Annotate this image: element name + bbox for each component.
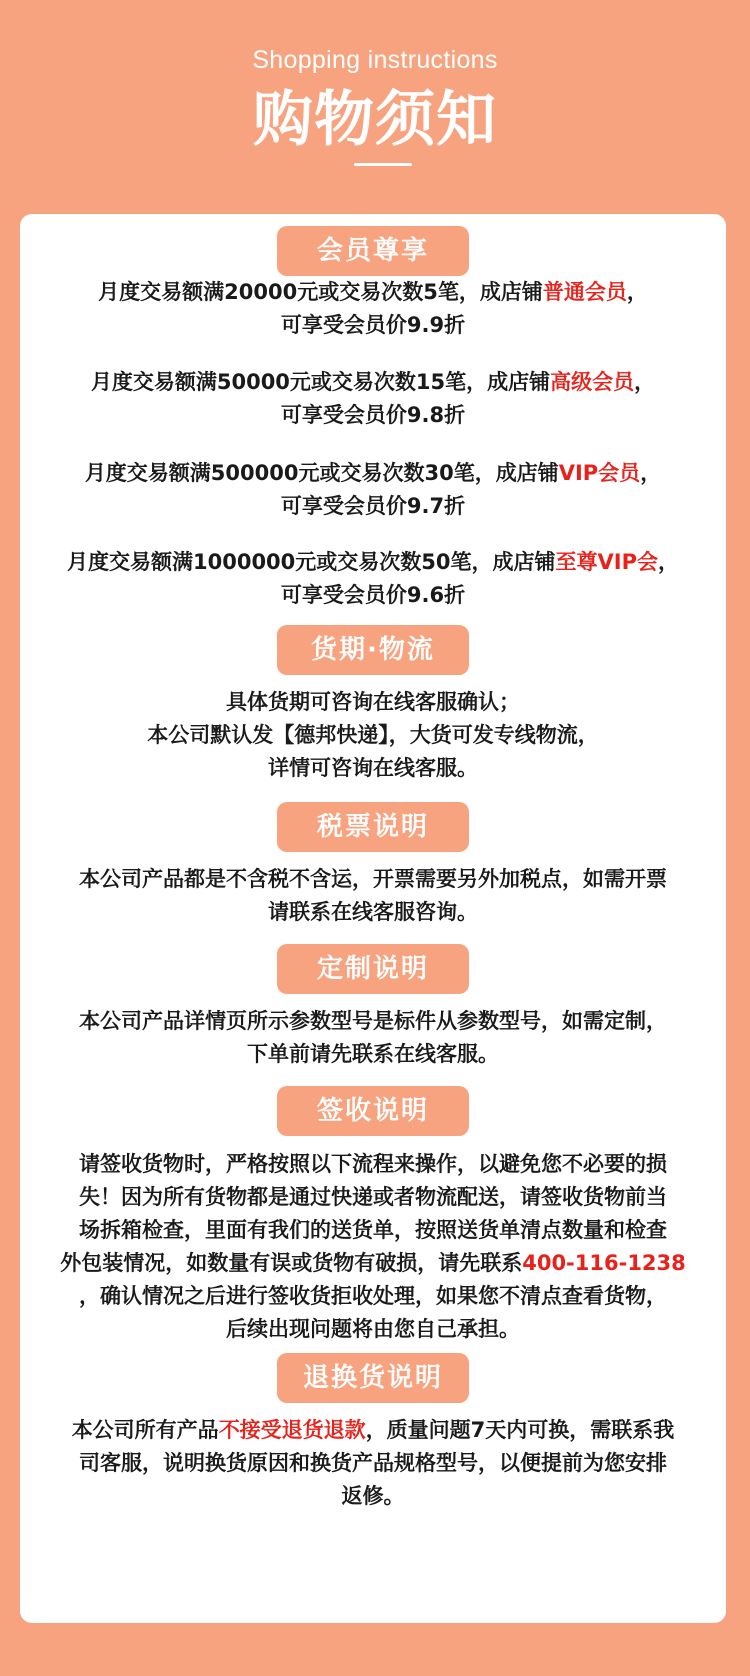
tier-discount: 可享受会员价9.6折 <box>280 583 466 607</box>
invoice-text <box>30 863 716 929</box>
tier-discount: 可享受会员价9.9折 <box>280 313 466 337</box>
text-line: 具体货期可咨询在线客服确认； <box>226 690 520 714</box>
text-line: 本公司产品都是不含税不含运，开票需要另外加税点，如需开票 <box>79 867 667 891</box>
membership-tier-4 <box>30 546 716 612</box>
instructions-card <box>20 214 726 1623</box>
tier-condition: 月度交易额满50000元或交易次数15笔，成店铺 <box>90 370 551 394</box>
tier-condition: 月度交易额满20000元或交易次数5笔，成店铺 <box>98 280 543 304</box>
membership-tier-1 <box>30 276 716 342</box>
membership-tier-2 <box>30 366 716 432</box>
text-line: 请联系在线客服咨询。 <box>268 900 478 924</box>
receipt-heading: 签收说明 <box>277 1086 469 1136</box>
membership-tier-3 <box>30 457 716 523</box>
text-line: 本公司默认发【德邦快递】，大货可发专线物流， <box>147 723 599 747</box>
text-line: 返修。 <box>341 1484 405 1508</box>
membership-heading: 会员尊享 <box>277 226 469 276</box>
text-line: 外包装情况，如数量有误或货物有破损，请先联系 <box>60 1251 523 1275</box>
tier-level: 普通会员 <box>542 280 627 304</box>
text-line: 后续出现问题将由您自己承担。 <box>226 1317 520 1341</box>
returns-text <box>30 1414 716 1513</box>
title-underline <box>354 163 412 166</box>
returns-heading: 退换货说明 <box>277 1353 469 1403</box>
text-line: 场拆箱检查，里面有我们的送货单，按照送货单清点数量和检查 <box>79 1218 667 1242</box>
text-line: 本公司所有产品 <box>71 1418 219 1442</box>
delivery-heading: 货期·物流 <box>277 625 469 675</box>
tier-suffix: ， <box>640 461 662 485</box>
text-line: ，质量问题7天内可换，需联系我 <box>365 1418 675 1442</box>
tier-level: 至尊VIP会 <box>555 550 658 574</box>
phone-number: 400-116-1238 <box>522 1251 686 1275</box>
tier-level: 高级会员 <box>550 370 635 394</box>
no-refund-highlight: 不接受退货退款 <box>218 1418 366 1442</box>
tier-condition: 月度交易额满1000000元或交易次数50笔，成店铺 <box>67 550 556 574</box>
tier-suffix: ， <box>657 550 679 574</box>
receipt-text <box>30 1148 716 1346</box>
custom-text <box>30 1005 716 1071</box>
tier-discount: 可享受会员价9.8折 <box>280 403 466 427</box>
invoice-heading: 税票说明 <box>277 802 469 852</box>
text-line: 失！因为所有货物都是通过快递或者物流配送，请签收货物前当 <box>79 1185 667 1209</box>
text-line: 下单前请先联系在线客服。 <box>247 1042 499 1066</box>
tier-level: VIP会员 <box>558 461 641 485</box>
custom-heading: 定制说明 <box>277 944 469 994</box>
tier-condition: 月度交易额满500000元或交易次数30笔，成店铺 <box>84 461 559 485</box>
tier-suffix: ， <box>626 280 648 304</box>
text-line: ，确认情况之后进行签收货拒收处理，如果您不清点查看货物， <box>79 1284 667 1308</box>
text-line: 司客服，说明换货原因和换货产品规格型号，以便提前为您安排 <box>79 1451 667 1475</box>
tier-discount: 可享受会员价9.7折 <box>280 494 466 518</box>
header <box>0 0 750 210</box>
tier-suffix: ， <box>634 370 656 394</box>
text-line: 请签收货物时，严格按照以下流程来操作，以避免您不必要的损 <box>79 1152 667 1176</box>
delivery-text <box>30 686 716 785</box>
page-title: 购物须知 <box>253 85 497 155</box>
text-line: 本公司产品详情页所示参数型号是标件从参数型号，如需定制， <box>79 1009 667 1033</box>
page-subtitle: Shopping instructions <box>252 46 498 74</box>
text-line: 详情可咨询在线客服。 <box>268 756 478 780</box>
